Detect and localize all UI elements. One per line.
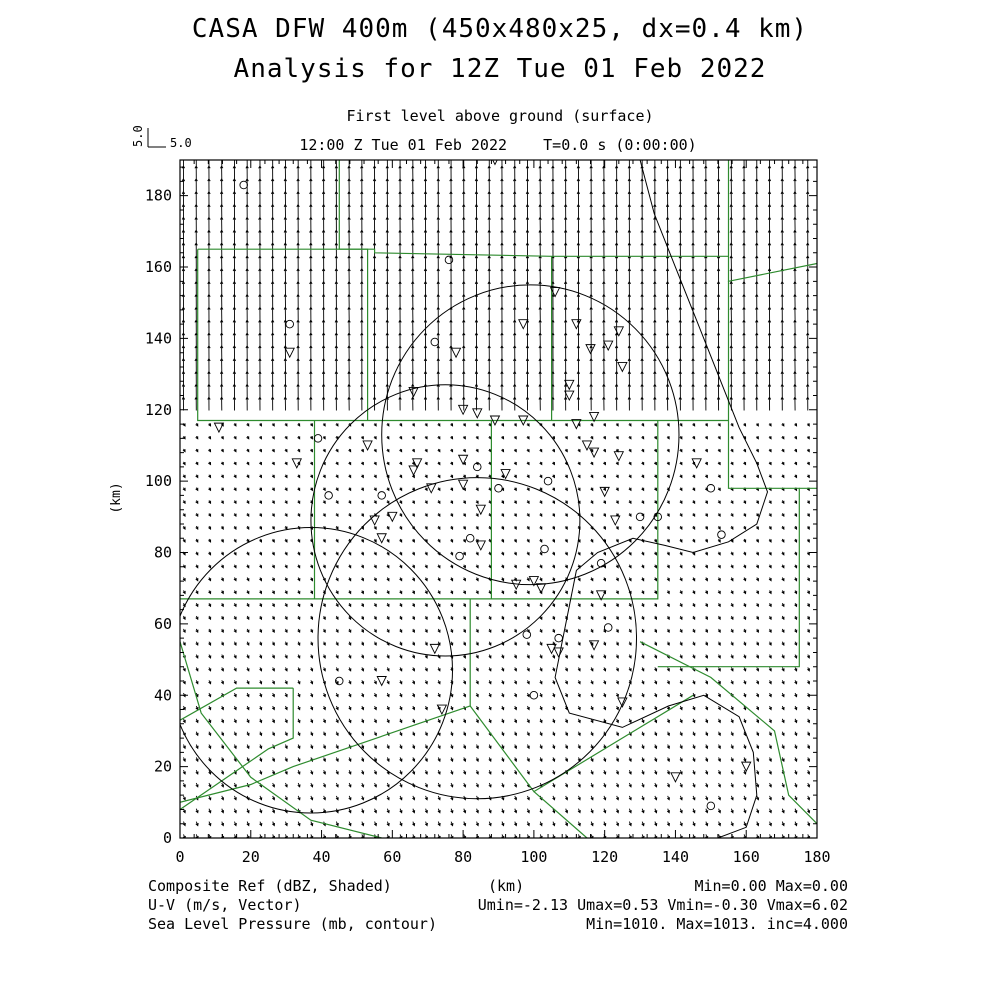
x-tick-label: 20 bbox=[241, 848, 260, 866]
y-tick-label: 60 bbox=[153, 614, 172, 633]
vector-key bbox=[131, 125, 192, 150]
station-triangle bbox=[476, 505, 485, 514]
x-axis-unit: (km) bbox=[488, 877, 525, 895]
station-triangle bbox=[285, 348, 294, 357]
chart-subtitle: Analysis for 12Z Tue 01 Feb 2022 bbox=[233, 54, 767, 84]
station-triangle bbox=[614, 452, 623, 461]
plot-frame bbox=[180, 160, 817, 838]
boundary-line bbox=[339, 160, 728, 256]
station-triangle bbox=[554, 648, 563, 657]
station-triangle bbox=[370, 516, 379, 525]
station-circle bbox=[378, 492, 386, 500]
station-triangle bbox=[430, 644, 439, 653]
x-tick-label: 160 bbox=[732, 848, 760, 866]
vector-key-label: 5.0 bbox=[170, 136, 192, 150]
footer-left-2: U-V (m/s, Vector) bbox=[148, 896, 302, 914]
station-circle bbox=[240, 181, 248, 189]
station-triangle bbox=[452, 348, 461, 357]
level-label: First level above ground (surface) bbox=[346, 107, 654, 125]
tick-marks bbox=[180, 160, 817, 838]
pressure-contour bbox=[555, 160, 767, 838]
station-circle bbox=[604, 624, 612, 632]
station-triangle bbox=[519, 320, 528, 329]
boundary-line bbox=[729, 160, 818, 281]
station-circle bbox=[636, 513, 644, 521]
time-label: 12:00 Z Tue 01 Feb 2022 T=0.0 s (0:00:00) bbox=[299, 136, 697, 154]
station-triangle bbox=[459, 455, 468, 464]
station-circle bbox=[456, 552, 464, 560]
station-circle bbox=[314, 435, 322, 443]
station-triangle bbox=[618, 362, 627, 371]
station-triangle bbox=[572, 320, 581, 329]
x-tick-label: 0 bbox=[175, 848, 185, 866]
footer-right-1: Min=0.00 Max=0.00 bbox=[694, 877, 848, 895]
station-triangle bbox=[604, 341, 613, 350]
station-circle bbox=[286, 320, 294, 328]
chart-title: CASA DFW 400m (450x480x25, dx=0.4 km) bbox=[191, 14, 809, 44]
y-tick-label: 120 bbox=[144, 400, 172, 419]
y-tick-label: 180 bbox=[144, 186, 172, 205]
y-tick-label: 20 bbox=[153, 757, 172, 776]
boundary-line bbox=[180, 688, 293, 720]
station-circle bbox=[466, 534, 474, 542]
boundary-line bbox=[180, 421, 315, 599]
station-triangle bbox=[459, 480, 468, 489]
y-tick-label: 40 bbox=[153, 686, 172, 705]
y-tick-label: 100 bbox=[144, 472, 172, 491]
station-circle bbox=[541, 545, 549, 553]
station-circle bbox=[445, 256, 453, 264]
station-circle bbox=[707, 484, 715, 492]
station-circle bbox=[597, 559, 605, 567]
station-triangle bbox=[590, 448, 599, 457]
station-circle bbox=[325, 492, 333, 500]
x-tick-label: 100 bbox=[520, 848, 548, 866]
x-tick-label: 120 bbox=[591, 848, 619, 866]
station-triangle bbox=[459, 405, 468, 414]
station-triangle bbox=[590, 641, 599, 650]
station-circle bbox=[707, 802, 715, 810]
boundary-line bbox=[640, 642, 817, 824]
footer-left-3: Sea Level Pressure (mb, contour) bbox=[148, 915, 437, 933]
station-triangle bbox=[671, 773, 680, 782]
y-tick-label: 0 bbox=[162, 829, 172, 847]
footer-right-2: Umin=-2.13 Umax=0.53 Vmin=-0.30 Vmax=6.02 bbox=[477, 896, 848, 914]
station-triangle bbox=[473, 409, 482, 418]
x-tick-label: 180 bbox=[803, 848, 831, 866]
radar-range-rings bbox=[169, 285, 679, 813]
station-circle bbox=[544, 477, 552, 485]
county-boundaries bbox=[180, 160, 817, 838]
station-triangle bbox=[377, 676, 386, 685]
y-axis-label: (km) bbox=[109, 482, 124, 514]
footer-left-1: Composite Ref (dBZ, Shaded) bbox=[148, 877, 392, 895]
radar-ring bbox=[318, 478, 637, 799]
radar-ring bbox=[311, 385, 580, 656]
pressure-contours bbox=[555, 160, 767, 838]
boundary-line bbox=[658, 421, 800, 667]
station-triangle bbox=[611, 516, 620, 525]
station-circle bbox=[530, 691, 538, 699]
station-circle bbox=[555, 634, 563, 642]
station-circle bbox=[495, 484, 503, 492]
vector-key-rotated-label: 5.0 bbox=[131, 125, 145, 147]
x-tick-label: 140 bbox=[661, 848, 689, 866]
station-triangle bbox=[377, 534, 386, 543]
y-tick-label: 140 bbox=[144, 329, 172, 348]
station-triangle bbox=[742, 762, 751, 771]
y-tick-label: 160 bbox=[144, 258, 172, 277]
y-tick-label: 80 bbox=[153, 543, 172, 562]
x-tick-label: 40 bbox=[312, 848, 331, 866]
x-tick-label: 80 bbox=[454, 848, 473, 866]
station-triangle bbox=[363, 441, 372, 450]
station-circle bbox=[523, 631, 531, 639]
x-tick-label: 60 bbox=[383, 848, 402, 866]
station-circle bbox=[718, 531, 726, 539]
station-circle bbox=[431, 338, 439, 346]
footer-right-3: Min=1010. Max=1013. inc=4.000 bbox=[586, 915, 848, 933]
